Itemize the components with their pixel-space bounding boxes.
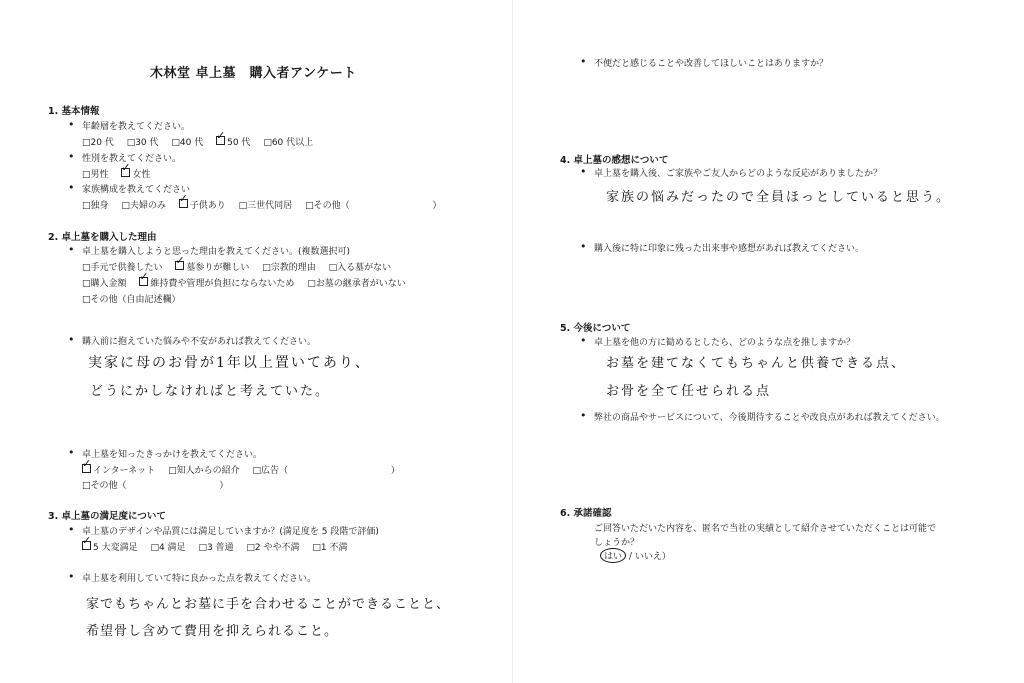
q-expectations: • 弊社の商品やサービスについて、今後期待することや改良点があれば教えてください。 [594, 410, 945, 423]
reason-row-2 [82, 276, 416, 289]
section-5-heading: 5. 今後について [560, 323, 631, 334]
consent-text-line-1: ご回答いただいた内容を、匿名で当社の実績として紹介させていただくことは可能で [594, 524, 937, 534]
age-20[interactable]: □20 代 [82, 138, 114, 148]
answer-worries-line-1: 実家に母のお骨が1年以上置いてあり、 [88, 355, 371, 371]
answer-good-line-1: 家でもちゃんとお墓に手を合わせることができることと、 [86, 597, 451, 612]
q-family: • 家族構成を教えてください [82, 182, 190, 195]
source-other[interactable]: □その他（ [82, 481, 127, 491]
q-satisfaction: • 卓上墓のデザインや品質には満足していますか？(満足度を 5 段階で評価) [82, 524, 379, 537]
family-other[interactable]: □その他（ [305, 201, 350, 211]
reason-visit-checkbox[interactable] [175, 261, 184, 270]
age-options [82, 135, 323, 148]
source-ad-close: ） [390, 466, 400, 476]
q-source: • 卓上墓を知ったきっかけを教えてください。 [82, 447, 262, 460]
source-ad[interactable]: □広告（ [252, 466, 288, 476]
family-couple[interactable]: □夫婦のみ [121, 201, 166, 211]
reason-no-grave[interactable]: □入る墓がない [328, 263, 392, 273]
age-60[interactable]: □60 代以上 [263, 138, 314, 148]
q-reason: • 卓上墓を購入しようと思った理由を教えてください。(複数選択可) [82, 244, 350, 257]
answer-worries-line-2: どうにかしなければと考えていた。 [90, 384, 331, 399]
consent-text-line-2: しょうか？ [594, 538, 640, 548]
reason-visit: 墓参りが難しい [186, 263, 250, 273]
source-internet-checkbox[interactable] [82, 464, 91, 473]
reason-maintenance-checkbox[interactable] [139, 277, 148, 286]
source-row-2 [82, 478, 228, 491]
age-50-checkbox[interactable] [216, 136, 225, 145]
answer-recommend-line-1: お墓を建てなくてもちゃんと供養できる点、 [606, 356, 907, 371]
rating-2[interactable]: □2 やや不満 [246, 543, 300, 553]
q-good-points: • 卓上墓を利用していて特に良かった点を教えてください。 [82, 571, 316, 584]
consent-separator: / [628, 552, 632, 562]
age-50: 50 代 [227, 138, 251, 148]
q-age: • 年齢層を教えてください。 [82, 119, 190, 132]
age-30[interactable]: □30 代 [126, 138, 159, 148]
section-2-heading: 2. 卓上墓を購入した理由 [48, 232, 157, 243]
reason-religion[interactable]: □宗教的理由 [262, 263, 316, 273]
family-options [82, 198, 441, 211]
section-3-heading: 3. 卓上墓の満足度について [48, 511, 166, 522]
family-single[interactable]: □独身 [82, 201, 109, 211]
right-page [512, 0, 1024, 683]
q-impressions: • 購入後に特に印象に残った出来事や感想があれば教えてください。 [594, 241, 864, 254]
rating-5-checkbox[interactable] [82, 541, 91, 550]
survey-title: 木林堂 卓上墓 購入者アンケート [150, 66, 357, 81]
section-1-heading: 1. 基本情報 [48, 106, 100, 117]
reason-maintenance: 維持費や管理が負担にならないため [150, 279, 295, 289]
q-worries: • 購入前に抱えていた悩みや不安があれば教えてください。 [82, 334, 316, 347]
gender-female: 女性 [132, 170, 151, 180]
answer-reactions: 家族の悩みだったので全員ほっとしていると思う。 [606, 190, 952, 205]
answer-good-line-2: 希望骨し含めて費用を抑えられること。 [86, 624, 339, 639]
q-reactions: • 卓上墓を購入後、ご家族やご友人からどのような反応がありましたか？ [594, 166, 882, 179]
gender-female-checkbox[interactable] [121, 168, 130, 177]
source-other-close: ） [219, 481, 229, 491]
reason-row-1 [82, 260, 401, 273]
gender-options [82, 167, 160, 180]
q-gender: • 性別を教えてください。 [82, 151, 181, 164]
consent-no[interactable]: いいえ） [634, 552, 671, 562]
rating-options [82, 540, 357, 553]
section-4-heading: 4. 卓上墓の感想について [560, 155, 669, 166]
family-other-close: ） [432, 201, 442, 211]
reason-no-successor[interactable]: □お墓の継承者がいない [307, 279, 406, 289]
section-6-heading: 6. 承諾確認 [560, 508, 612, 519]
q-recommend: • 卓上墓を他の方に勧めるとしたら、どのような点を推しますか？ [594, 335, 855, 348]
answer-recommend-line-2: お骨を全て任せられる点 [606, 384, 772, 399]
rating-1[interactable]: □1 不満 [312, 543, 348, 553]
consent-answer [600, 548, 671, 563]
rating-3[interactable]: □3 普通 [198, 543, 234, 553]
family-children-checkbox[interactable] [179, 199, 188, 208]
rating-5: 5 大変満足 [93, 543, 138, 553]
age-40[interactable]: □40 代 [171, 138, 204, 148]
source-referral[interactable]: □知人からの紹介 [168, 466, 240, 476]
gender-male[interactable]: □男性 [82, 170, 109, 180]
consent-yes[interactable]: はい [600, 548, 626, 563]
reason-other[interactable]: □その他（自由記述欄） [82, 295, 181, 305]
source-internet: インターネット [93, 466, 156, 476]
rating-4[interactable]: □4 満足 [150, 543, 186, 553]
source-row-1 [82, 463, 400, 476]
q-improvements: • 不便だと感じることや改善してほしいことはありますか？ [594, 56, 828, 69]
reason-home[interactable]: □手元で供養したい [82, 263, 163, 273]
family-three-gen[interactable]: □三世代同居 [238, 201, 293, 211]
family-children: 子供あり [189, 201, 226, 211]
reason-price[interactable]: □購入金額 [82, 279, 127, 289]
